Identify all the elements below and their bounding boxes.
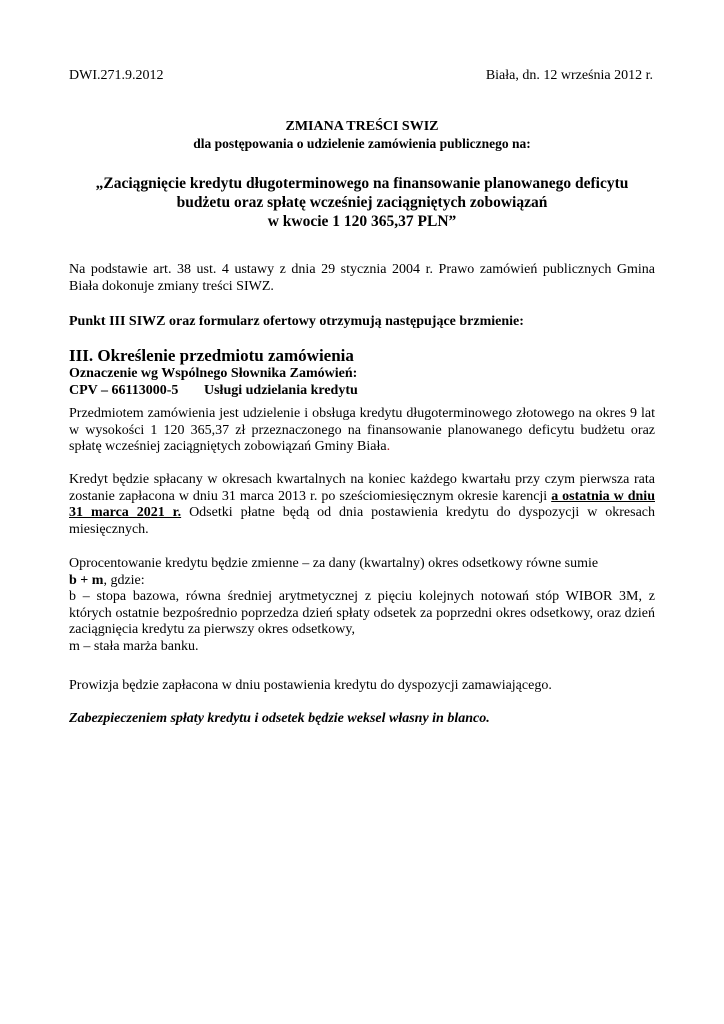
subject-line-1: „Zaciągnięcie kredytu długoterminowego na finansowanie planowanego deficytu [95, 175, 629, 192]
subject-paragraph-text: Przedmiotem zamówienia jest udzielenie i obsługa kredytu długoterminowego złotowego na okres 9 lat w wysokości 1 120 365,37 zł przeznaczonego na finansowanie planowanego deficytu budżetu oraz spłatę wcześniej zaciągniętych zobowiązań Gminy Biała [69, 406, 655, 454]
interest-paragraph [69, 556, 655, 655]
intro-paragraph: Na podstawie art. 38 ust. 4 ustawy z dnia 29 stycznia 2004 r. Prawo zamówień publicznych Gmina Biała dokonuje zmiany treści SIWZ. [69, 262, 655, 294]
section-heading: III. Określenie przedmiotu zamówienia [69, 346, 354, 365]
repayment-paragraph [69, 472, 655, 538]
interest-formula: b + m [69, 572, 104, 588]
repayment-text-after: Odsetki płatne będą od dnia postawienia kredytu do dyspozycji w okresach miesięcznych. [69, 505, 656, 537]
subject-line-3: w kwocie 1 120 365,37 PLN” [267, 213, 457, 230]
interest-line-1: Oprocentowanie kredytu będzie zmienne – za dany (kwartalny) okres odsetkowy równe sumie [69, 556, 599, 571]
commission-paragraph: Prowizja będzie zapłacona w dniu postawienia kredytu do dyspozycji zamawiającego. [69, 678, 552, 693]
repayment-text-before: Kredyt będzie spłacany w okresach kwartalnych na koniec każdego kwartału przy czym pierwsza rata zostanie zapłacona w dniu 31 marca 2013 r. po sześciomiesięcznym okresie karencji [69, 472, 655, 504]
interest-formula-line [69, 573, 655, 590]
cpv-intro: Oznaczenie wg Wspólnego Słownika Zamówień: [69, 366, 358, 381]
point-note: Punkt III SIWZ oraz formularz ofertowy otrzymują następujące brzmienie: [69, 314, 524, 329]
procurement-subject [69, 174, 655, 231]
subject-line-2: budżetu oraz spłatę wcześniej zaciągniętych zobowiązań [176, 194, 548, 211]
repayment-final-date: a ostatnia w dniu 31 marca 2021 r. [69, 488, 655, 520]
document-subtitle: dla postępowania o udzielenie zamówienia publicznego na: [193, 136, 531, 151]
interest-formula-after: , gdzie: [103, 572, 145, 588]
place-and-date: Biała, dn. 12 września 2012 r. [485, 68, 653, 83]
cpv-line [69, 383, 358, 400]
title-block [69, 118, 655, 152]
document-reference: DWI.271.9.2012 [69, 68, 164, 83]
security-paragraph: Zabezpieczeniem spłaty kredytu i odsetek będzie weksel własny in blanco. [69, 711, 490, 726]
cpv-description: Usługi udzielania kredytu [204, 383, 358, 398]
subject-paragraph [69, 406, 655, 456]
subject-paragraph-period: . [386, 439, 391, 454]
interest-def-m: m – stała marża banku. [69, 638, 199, 654]
cpv-code: CPV – 66113000-5 [69, 383, 179, 398]
interest-def-b: b – stopa bazowa, równa średniej arytmetycznej z pięciu kolejnych notowań stóp WIBOR 3M, z których ostatnie bezpośrednio poprzedza dzień spłaty odsetek za poprzedni okres odsetkowy, oraz dzień zaciągnięcia kredytu za pierwszy okres odsetkowy, [69, 589, 655, 637]
document-title: ZMIANA TREŚCI SWIZ [285, 119, 439, 134]
